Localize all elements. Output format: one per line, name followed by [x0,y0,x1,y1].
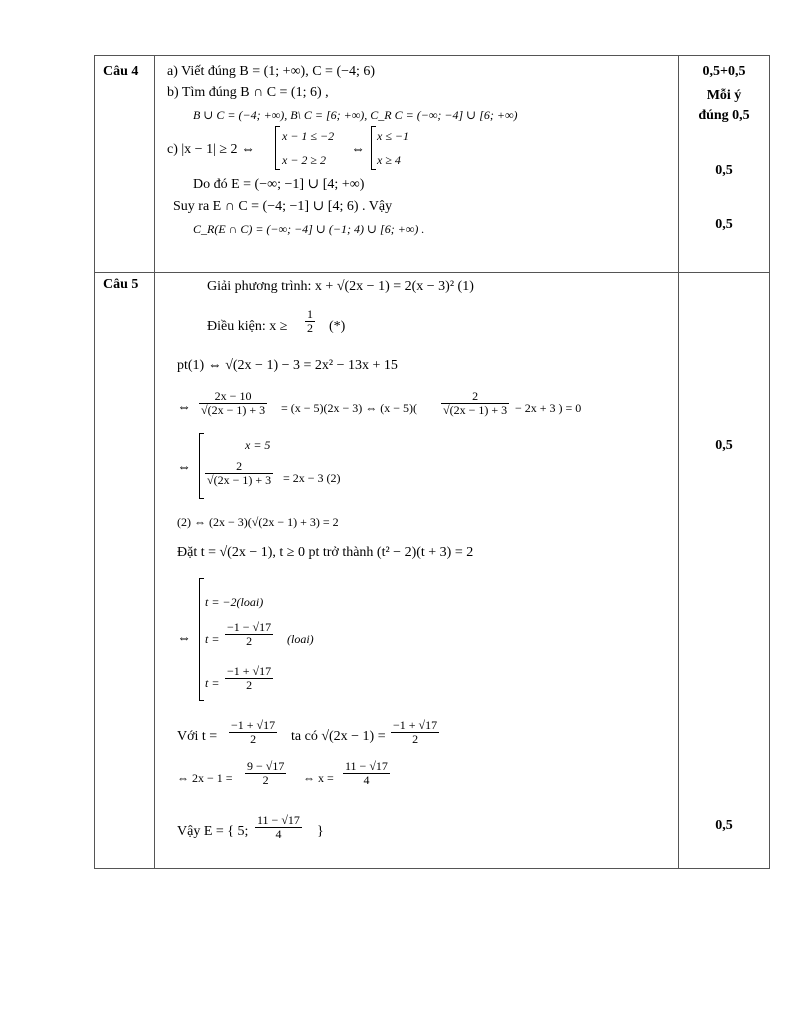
step: = (x − 5)(2x − 3) ⇔ (x − 5)( [281,401,418,415]
equivalence-arrow: ⇔ [177,460,191,475]
condition-tag: (*) [329,319,346,334]
numerator: −1 + √17 [227,664,272,678]
step: (2) ⇔ (2x − 3)(√(2x − 1) + 3) = 2 [177,515,339,529]
denominator: √(2x − 1) + 3 [201,403,266,417]
denominator: 2 [262,773,269,787]
fraction [245,760,286,787]
numerator: −1 + √17 [231,718,276,732]
final-answer: Vậy E = { 5; [177,824,249,839]
set-operations: B ∪ C = (−4; +∞), B\ C = [6; +∞), C_R C = (−∞; −4] ∪ [6; +∞) [193,108,518,122]
denominator: 2 [412,732,419,746]
equivalence-arrow: ⇔ [351,142,365,157]
denominator: 2 [307,321,313,335]
root: t = [205,632,220,646]
numerator: 2 [205,460,273,474]
set-e: Do đó E = (−∞; −1] ∪ [4; +∞) [193,177,365,192]
complement: C_R(E ∩ C) = (−∞; −4] ∪ (−1; 4) ∪ [6; +∞) . [193,222,425,236]
condition: Điều kiện: x ≥ [207,319,288,334]
denominator: √(2x − 1) + 3 [443,403,508,417]
fraction [205,460,273,487]
step: ⇔ 2x − 1 = [177,771,233,785]
system-bracket [275,126,276,170]
numerator: 11 − √17 [257,813,300,827]
numerator: 2 [441,390,509,404]
question-label: Câu 4 [103,64,139,79]
part-a: a) Viết đúng B = (1; +∞), C = (−4; 6) [167,64,376,79]
system-bracket [371,126,372,170]
numerator: 2x − 10 [199,390,267,404]
step: Với t = [177,729,218,744]
equivalence-arrow: ⇔ [177,631,191,646]
score-note: Mỗi ý [706,88,742,103]
equation: = 2x − 3 (2) [283,471,341,485]
inequality: x ≥ 4 [377,153,401,167]
column-divider [154,56,155,868]
system-bracket [199,433,200,499]
numerator: −1 + √17 [393,718,438,732]
fraction [305,308,315,335]
denominator: 2 [246,634,253,648]
inequality: x − 1 ≤ −2 [282,129,335,143]
numerator: 1 [307,307,313,321]
denominator: 4 [275,827,282,841]
denominator: 2 [250,732,257,746]
fraction [225,621,273,648]
step: ta có √(2x − 1) = [291,729,386,744]
fraction [391,719,439,746]
denominator: √(2x − 1) + 3 [207,473,272,487]
step: pt(1) ⇔ √(2x − 1) − 3 = 2x² − 13x + 15 [177,358,398,373]
score: 0,5 [715,163,733,178]
system-bracket [199,578,200,701]
denominator: 2 [246,678,253,692]
answer-table [94,55,770,869]
score-note: đúng 0,5 [698,108,750,123]
fraction [199,390,267,417]
equivalence-arrow: ⇔ [177,400,191,415]
numerator: 11 − √17 [345,759,388,773]
solution: x = 5 [245,438,271,452]
fraction [229,719,277,746]
fraction [441,390,509,417]
part-b: b) Tìm đúng B ∩ C = (1; 6) , [167,85,329,100]
numerator: 9 − √17 [247,759,285,773]
final-answer: } [317,824,324,839]
row-divider [95,272,769,273]
inequality: x ≤ −1 [377,129,410,143]
denominator: 4 [363,773,370,787]
question-label: Câu 5 [103,277,139,292]
fraction [343,760,390,787]
step: ⇔ x = [303,771,334,785]
equation: Giải phương trình: x + √(2x − 1) = 2(x − 3)² (1) [207,279,474,294]
fraction [255,814,302,841]
score: 0,5 [715,217,733,232]
root: t = [205,676,220,690]
intersection: Suy ra E ∩ C = (−4; −1] ∪ [4; 6) . Vậy [173,199,393,214]
score: 0,5 [715,438,733,453]
score: 0,5 [715,818,733,833]
root-note: (loai) [287,632,314,646]
numerator: −1 − √17 [227,620,272,634]
score: 0,5+0,5 [702,64,746,79]
fraction [225,665,273,692]
inequality: x − 2 ≥ 2 [282,153,327,167]
step: − 2x + 3 ) = 0 [515,401,582,415]
part-c: c) |x − 1| ≥ 2 ⇔ [167,142,256,157]
substitution: Đặt t = √(2x − 1), t ≥ 0 pt trở thành (t² − 2)(t + 3) = 2 [177,545,474,560]
root: t = −2(loai) [205,595,264,609]
